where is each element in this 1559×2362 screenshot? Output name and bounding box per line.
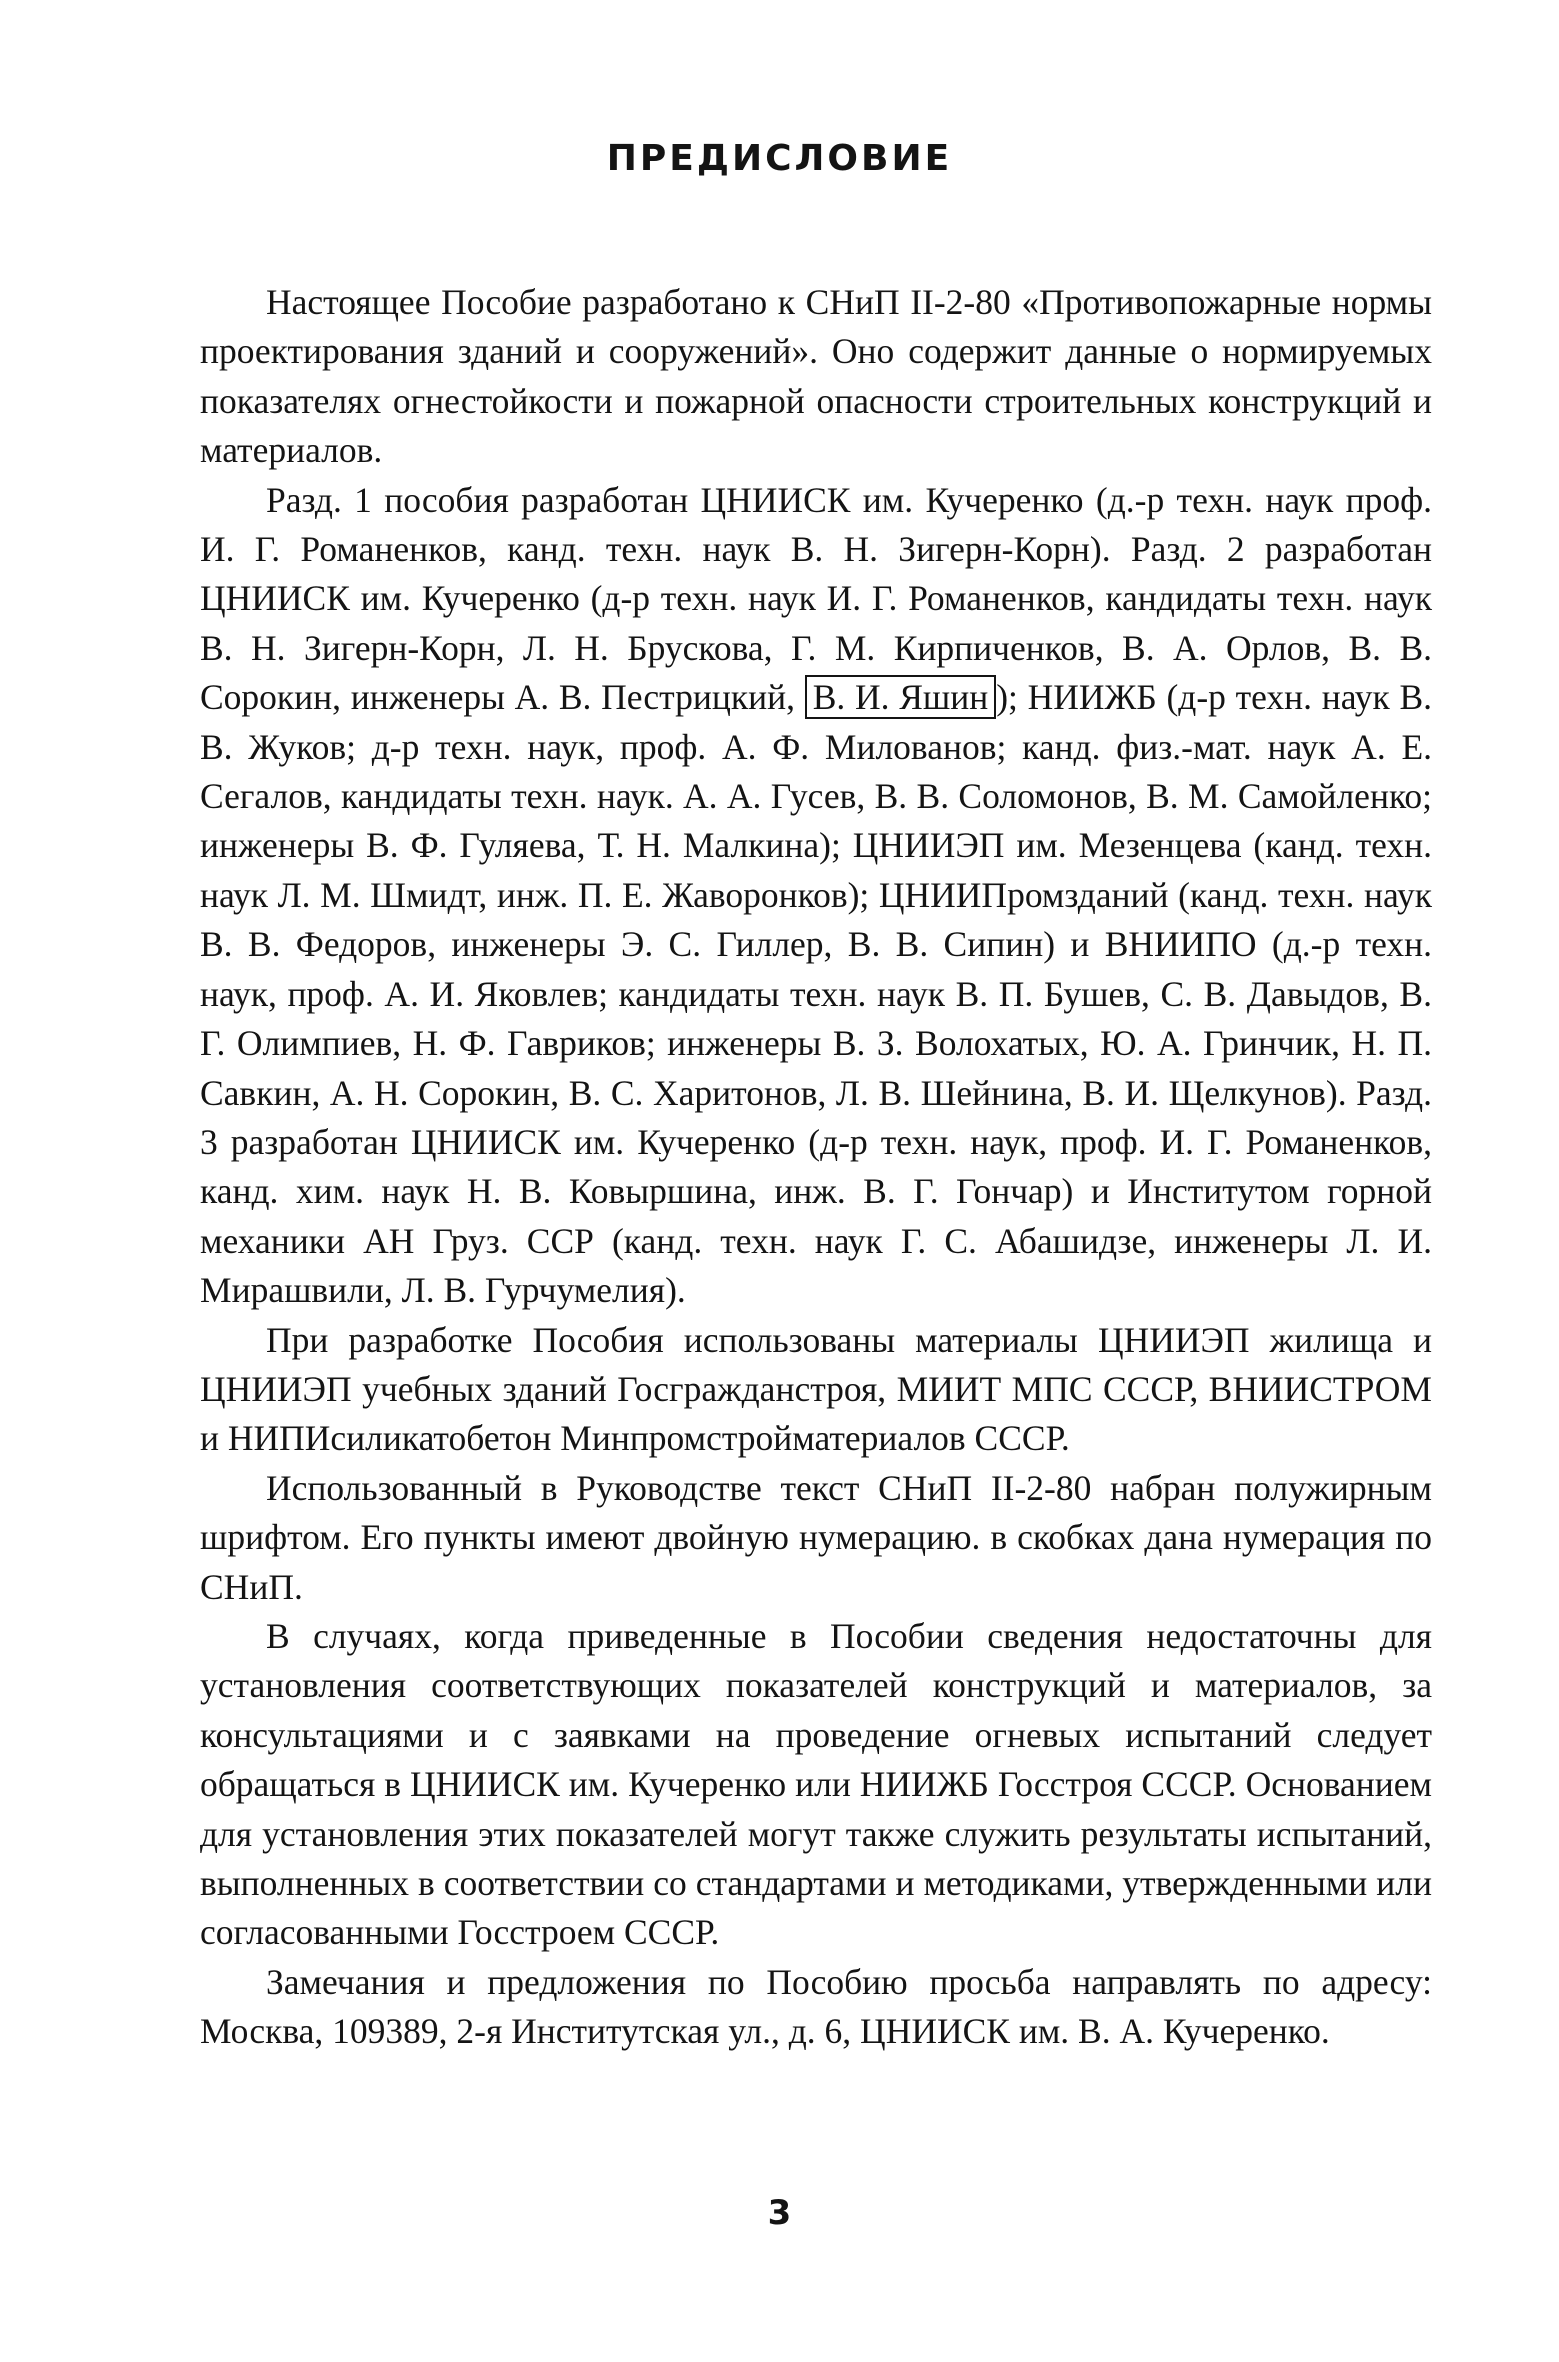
page-title: ПРЕДИСЛОВИЕ	[606, 138, 953, 179]
paragraph-authors	[200, 476, 1432, 1316]
paragraph-intro: Настоящее Пособие разработано к СНиП II-2-80 «Противопожарные нормы проектирования зданий и сооружений». Оно содержит данные о нормируемых показателях огнестойкости и пожарной опасности строительных конструкций и материалов.	[200, 282, 1432, 471]
paragraph-consultation: В случаях, когда приведенные в Пособии сведения недостаточны для установления соответствующих показателей конструкций и материалов, за консультациями и с заявками на проведение огневых испытаний следует обращаться в ЦНИИСК им. Кучеренко или НИИЖБ Госстроя СССР. Основанием для установления этих показателей могут также служить результаты испытаний, выполненных в соответствии со стандартами и методиками, утвержденными или согласованными Госстроем СССР.	[200, 1615, 1432, 1953]
foreword-body	[200, 278, 1432, 2057]
page-number: 3	[767, 2193, 792, 2233]
authors-text-end: ); НИИЖБ (д-р техн. наук В. В. Жуков; д-р техн. наук, проф. А. Ф. Милованов; канд. физ.-мат. наук А. Е. Сегалов, кандидаты техн. наук. А. А. Гусев, В. В. Соломонов, В. М. Самойленко; инженеры В. Ф. Гуляева, Т. Н. Малкина); ЦНИИЭП им. Мезенцева (канд. техн. наук Л. М. Шмидт, инж. П. Е. Жаворонков); ЦНИИПромзданий (канд. техн. наук В. В. Федоров, инженеры Э. С. Гиллер, В. В. Сипин) и ВНИИПО (д.-р техн. наук, проф. А. И. Яковлев; кандидаты техн. наук В. П. Бушев, С. В. Давыдов, В. Г. Олимпиев, Н. Ф. Гавриков; инженеры В. З. Волохатых, Ю. А. Гринчик, Н. П. Савкин, А. Н. Сорокин, В. С. Харитонов, Л. В. Шейнина, В. И. Щелкунов). Разд. 3 разработан ЦНИИСК им. Кучеренко (д-р техн. наук, проф. И. Г. Романенков, канд. хим. наук Н. В. Ковыршина, инж. В. Г. Гончар) и Институтом горной механики АН Груз. ССР (канд. техн. наук Г. С. Абашидзе, инженеры Л. И. Мирашвили, Л. В. Гурчумелия).	[200, 677, 1432, 1311]
authors-text-start: Разд. 1 пособия разработан ЦНИИСК им. Кучеренко (д.-р техн. наук проф. И. Г. Романенков, канд. техн. наук В. Н. Зигерн-Корн). Разд. 2 разработан ЦНИИСК им. Кучеренко (д-р техн. наук И. Г. Романенков, кандидаты техн. наук В. Н. Зигерн-Корн, Л. Н. Брускова, Г. М. Кирпиченков, В. А. Орлов, В. В. Сорокин, инженеры А. В. Пестрицкий,	[200, 479, 1432, 718]
paragraph-address: Замечания и предложения по Пособию просьба направлять по адресу: Москва, 109389, 2-я Институтская ул., д. 6, ЦНИИСК им. В. А. Кучеренко.	[200, 1961, 1432, 2052]
paragraph-materials: При разработке Пособия использованы материалы ЦНИИЭП жилища и ЦНИИЭП учебных зданий Госгражданстроя, МИИТ МПС СССР, ВНИИСТРОМ и НИПИсиликатобетон Минпромстройматериалов СССР.	[200, 1319, 1432, 1459]
paragraph-typography: Использованный в Руководстве текст СНиП II-2-80 набран полужирным шрифтом. Его пункты имеют двойную нумерацию. в скобках дана нумерация по СНиП.	[200, 1467, 1432, 1607]
boxed-name: В. И. Яшин	[805, 675, 997, 719]
